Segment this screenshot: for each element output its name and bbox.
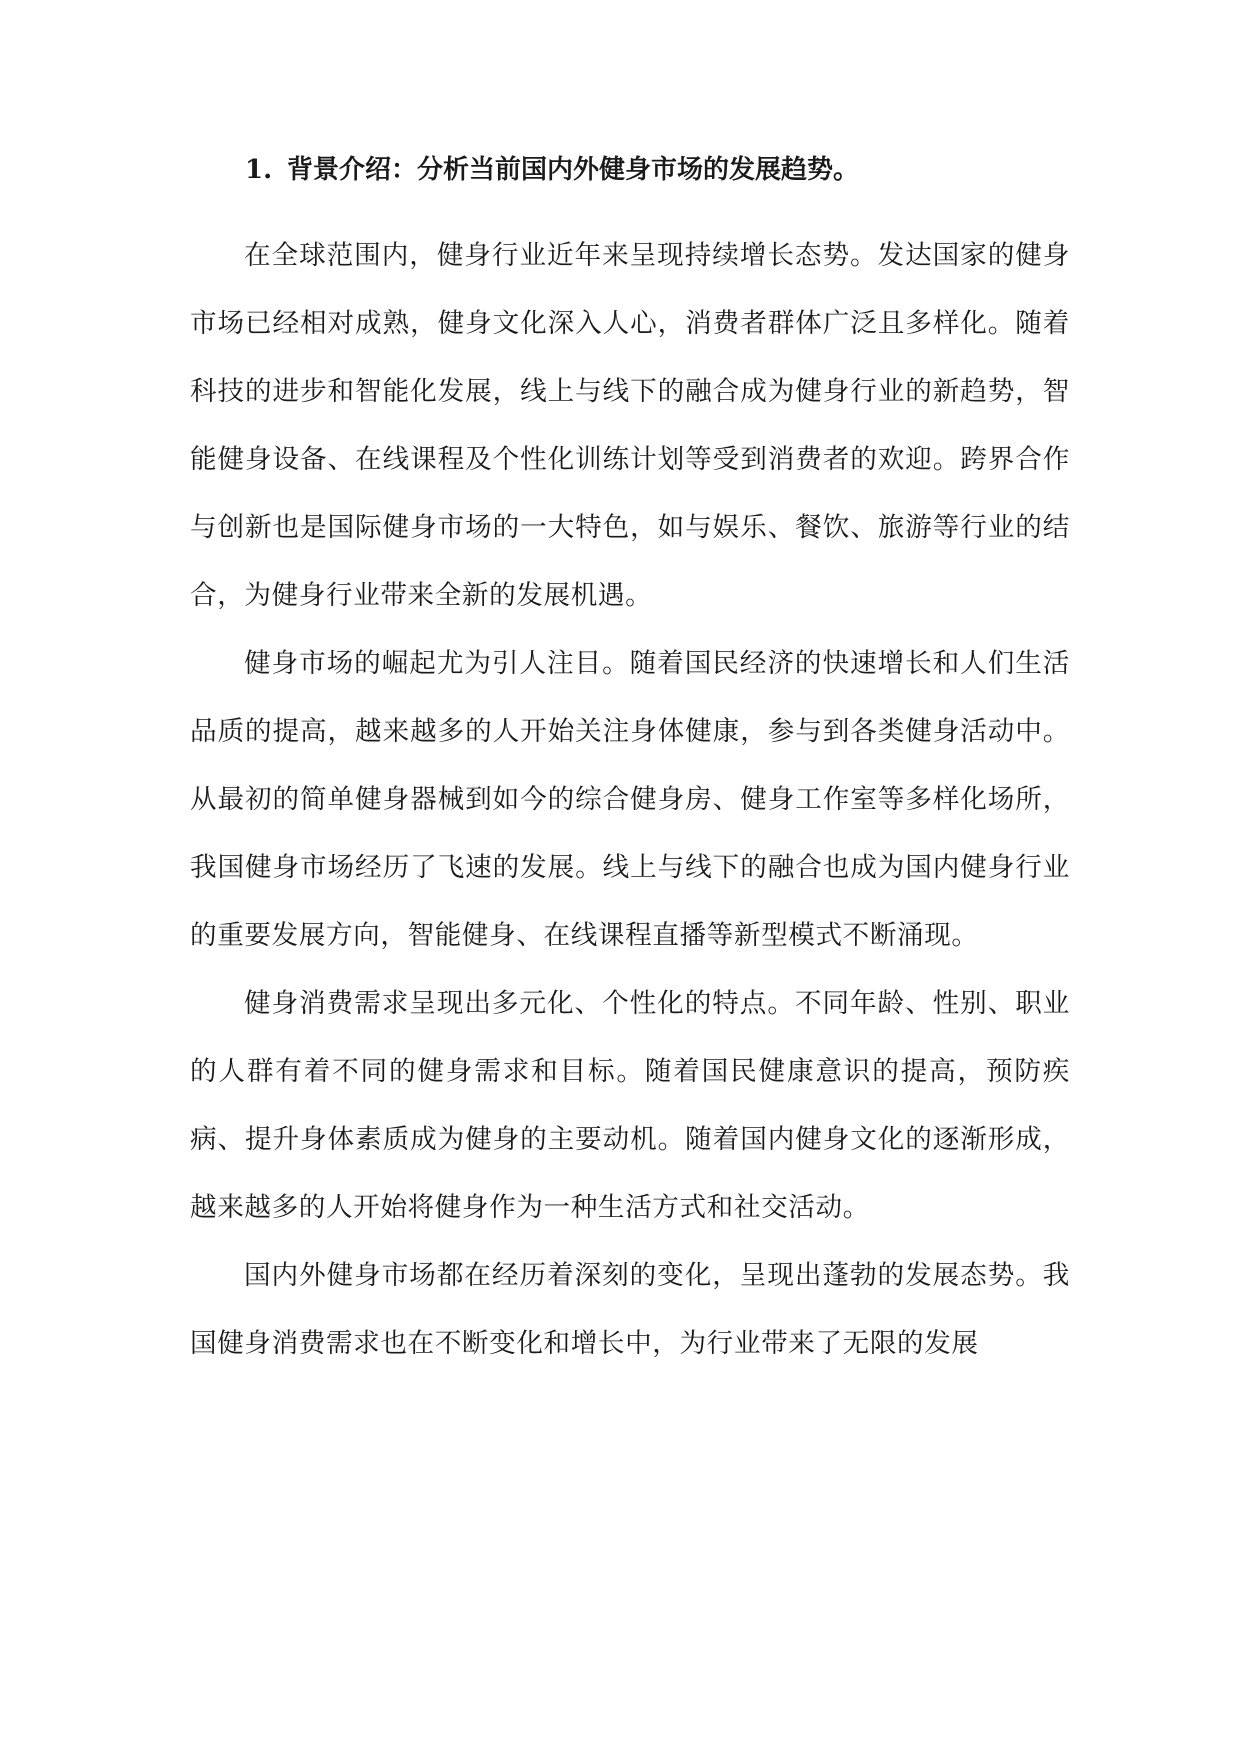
section-heading (245, 148, 1145, 192)
paragraph-summary: 国内外健身市场都在经历着深刻的变化，呈现出蓬勃的发展态势。我国健身消费需求也在不断变化和增长中，为行业带来了无限的发展 (190, 1260, 1070, 1359)
paragraph-domestic-market: 健身市场的崛起尤为引人注目。随着国民经济的快速增长和人们生活品质的提高，越来越多的人开始关注身体健康，参与到各类健身活动中。从最初的简单健身器械到如今的综合健身房、健身工作室等多样化场所，我国健身市场经历了飞速的发展。线上与线下的融合也成为国内健身行业的重要发展方向，智能健身、在线课程直播等新型模式不断涌现。 (190, 648, 1070, 951)
section-title: 背景介绍：分析当前国内外健身市场的发展趋势。 (287, 155, 860, 185)
paragraph-consumer-demand: 健身消费需求呈现出多元化、个性化的特点。不同年龄、性别、职业的人群有着不同的健身需求和目标。随着国民健康意识的提高，预防疾病、提升身体素质成为健身的主要动机。随着国内健身文化的逐渐形成，越来越多的人开始将健身作为一种生活方式和社交活动。 (190, 988, 1070, 1223)
section-number: 1. (245, 155, 273, 185)
document-body (190, 222, 1070, 1378)
paragraph-global-trends: 在全球范围内，健身行业近年来呈现持续增长态势。发达国家的健身市场已经相对成熟，健身文化深入人心，消费者群体广泛且多样化。随着科技的进步和智能化发展，线上与线下的融合成为健身行业的新趋势，智能健身设备、在线课程及个性化训练计划等受到消费者的欢迎。跨界合作与创新也是国际健身市场的一大特色，如与娱乐、餐饮、旅游等行业的结合，为健身行业带来全新的发展机遇。 (190, 240, 1070, 611)
